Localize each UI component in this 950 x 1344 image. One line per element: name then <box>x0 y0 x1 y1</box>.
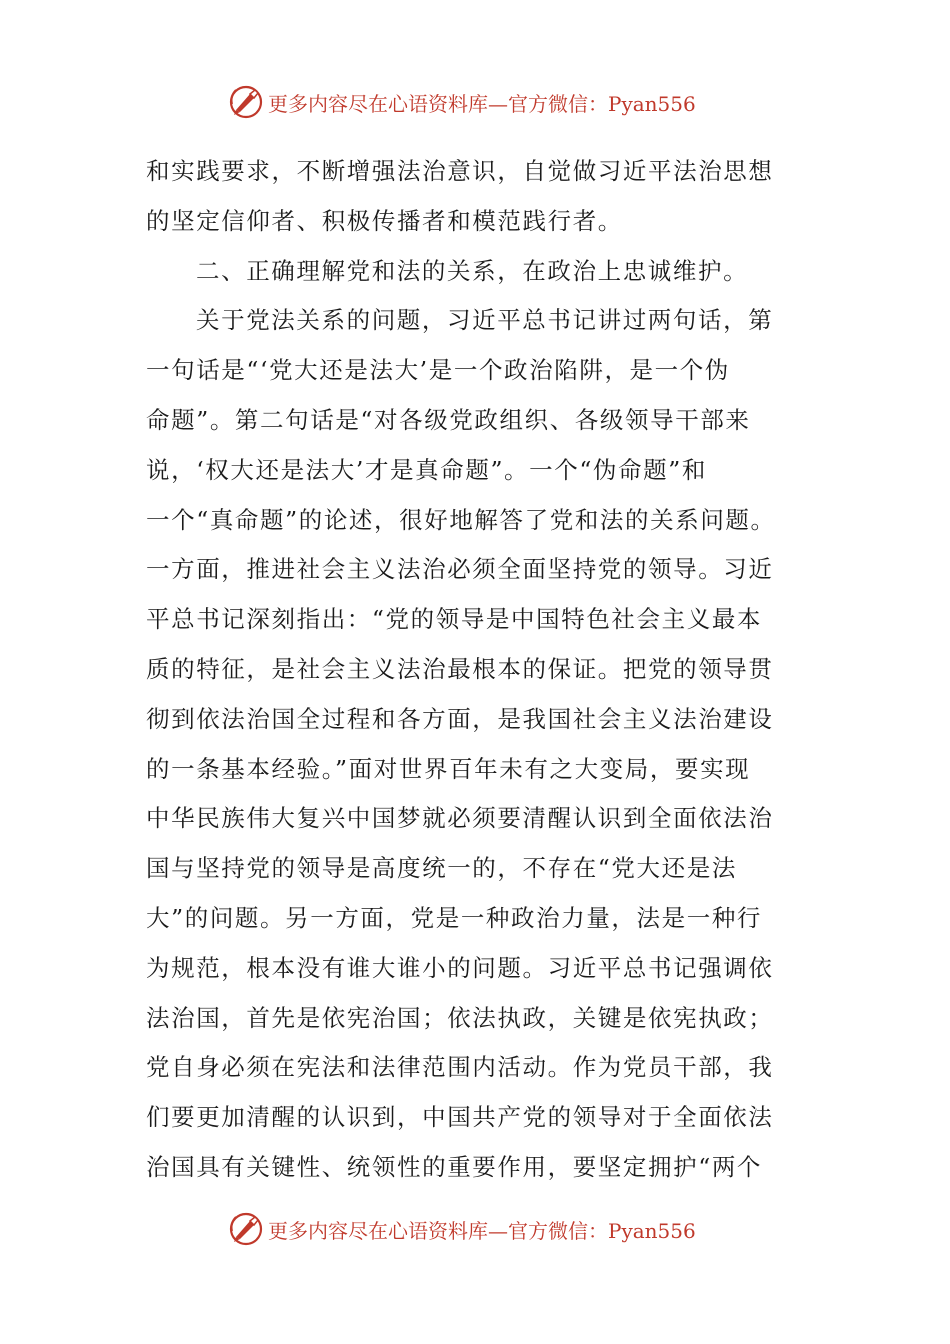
text-line: 为规范，根本没有谁大谁小的问题。习近平总书记强调依 <box>146 953 774 982</box>
text-line: 说，‘权大还是法大’才是真命题”。一个“伪命题”和 <box>146 455 707 484</box>
section-heading: 二、正确理解党和法的关系，在政治上忠诚维护。 <box>196 256 749 285</box>
text-line: 的一条基本经验。”面对世界百年未有之大变局，要实现 <box>146 754 751 783</box>
text-line: 彻到依法治国全过程和各方面，是我国社会主义法治建设 <box>146 704 774 733</box>
banner-text: 更多内容尽在心语资料库—官方微信：Pyan556 <box>268 91 696 116</box>
text-line: 中华民族伟大复兴中国梦就必须要清醒认识到全面依法治 <box>146 804 774 833</box>
document-body <box>146 147 806 1193</box>
banner-text: 更多内容尽在心语资料库—官方微信：Pyan556 <box>268 1218 696 1243</box>
text-line: 们要更加清醒的认识到，中国共产党的领导对于全面依法 <box>146 1103 774 1132</box>
header-banner <box>228 82 728 122</box>
text-line: 质的特征，是社会主义法治最根本的保证。把党的领导贯 <box>146 654 774 683</box>
text-line: 平总书记深刻指出：“党的领导是中国特色社会主义最本 <box>146 605 763 634</box>
pen-nib-logo-icon <box>228 1211 264 1247</box>
text-line: 法治国，首先是依宪治国；依法执政，关键是依宪执政； <box>146 1003 774 1032</box>
text-line: 命题”。第二句话是“对各级党政组织、各级领导干部来 <box>146 405 751 434</box>
text-line: 的坚定信仰者、积极传播者和模范践行者。 <box>146 206 623 235</box>
text-line: 和实践要求，不断增强法治意识，自觉做习近平法治思想 <box>146 157 774 185</box>
footer-banner <box>228 1209 728 1249</box>
pen-nib-logo-icon <box>228 84 264 120</box>
text-line: 一个“真命题”的论述，很好地解答了党和法的关系问题。 <box>146 505 776 534</box>
text-line: 国与坚持党的领导是高度统一的，不存在“党大还是法 <box>146 854 737 883</box>
text-line: 一方面，推进社会主义法治必须全面坚持党的领导。习近 <box>146 555 774 584</box>
text-line: 关于党法关系的问题，习近平总书记讲过两句话，第 <box>196 306 774 335</box>
text-line: 大”的问题。另一方面，党是一种政治力量，法是一种行 <box>146 903 763 932</box>
text-line: 治国具有关键性、统领性的重要作用，要坚定拥护“两个 <box>146 1152 763 1181</box>
text-line: 一句话是“‘党大还是法大’是一个政治陷阱，是一个伪 <box>146 356 730 385</box>
text-line: 党自身必须在宪法和法律范围内活动。作为党员干部，我 <box>146 1053 774 1082</box>
